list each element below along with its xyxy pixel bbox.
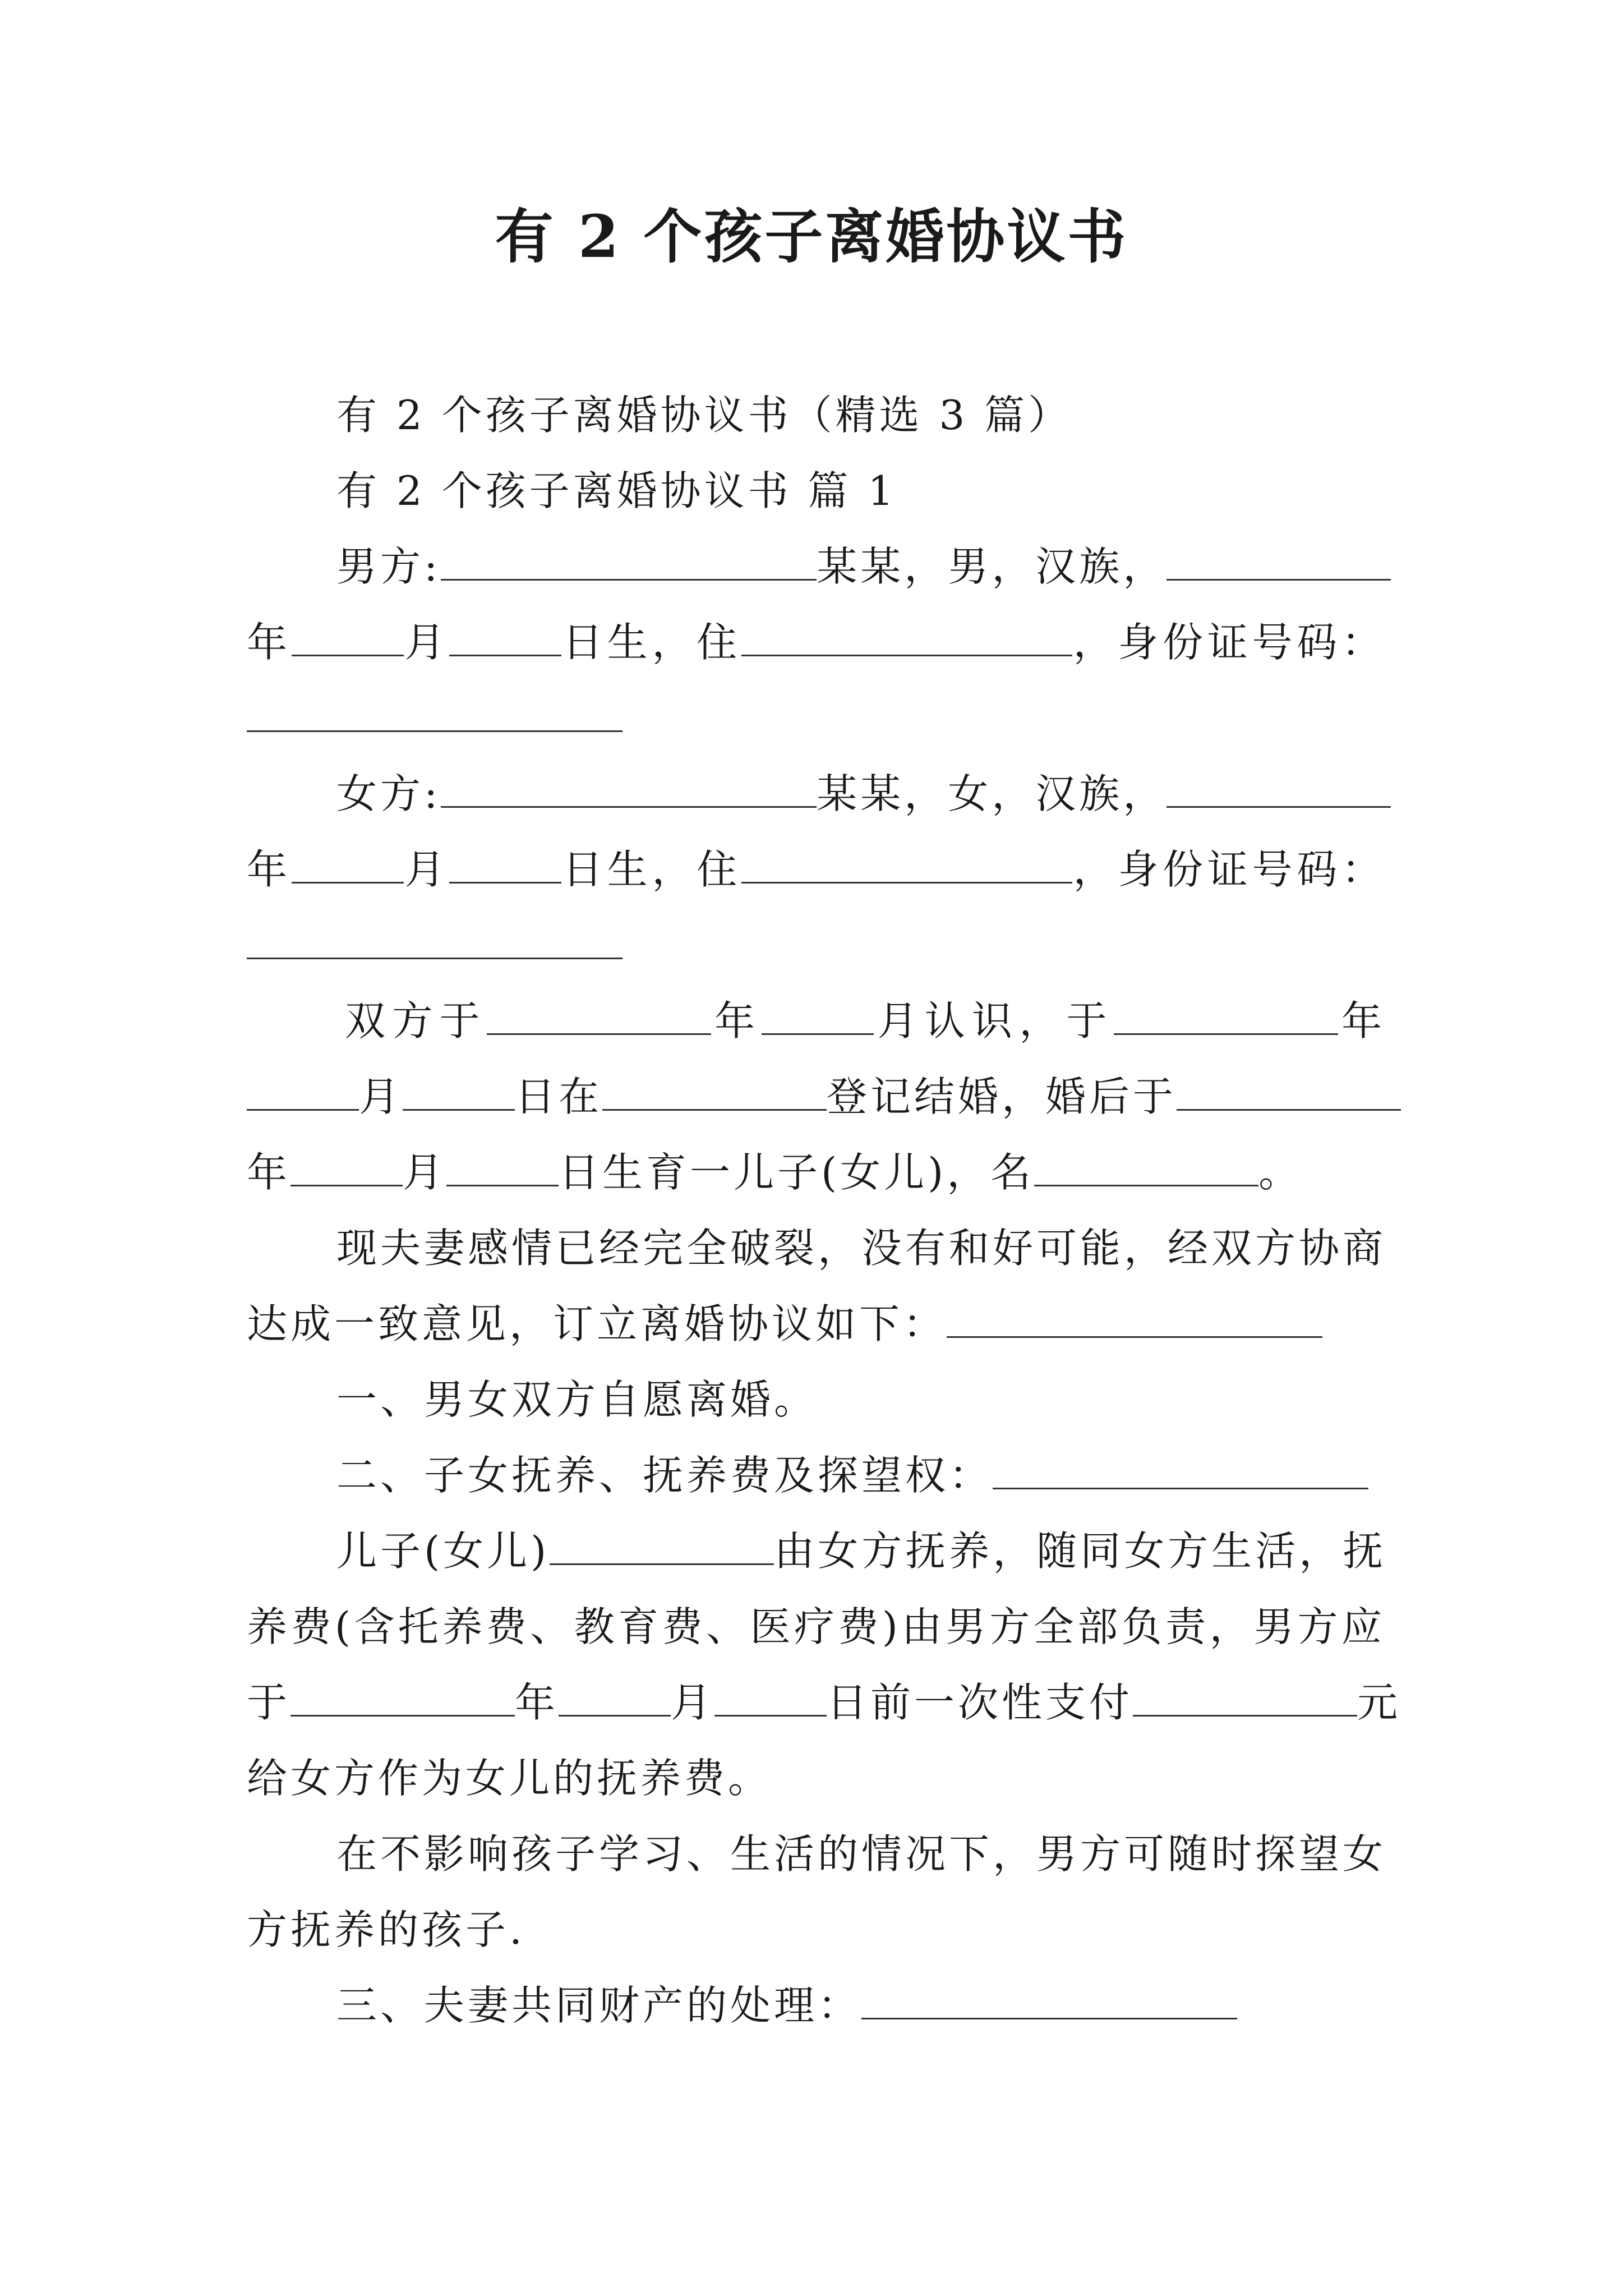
marriage-text-3d: 。 [1258, 1149, 1303, 1196]
marriage-text-1b: 年 [711, 997, 762, 1045]
item-1: 一、男女双方自愿离婚。 [336, 1376, 818, 1423]
custody-text-3a: 于 [247, 1679, 291, 1726]
male-id-blank [247, 696, 623, 732]
female-month: 月 [403, 846, 450, 893]
female-id-label: ，身份证号码： [1072, 846, 1385, 893]
male-month: 月 [403, 619, 450, 666]
female-month-blank [292, 847, 404, 884]
marriage-text-1a: 双方于 [345, 997, 487, 1045]
female-desc: 某某，女，汉族， [817, 770, 1167, 817]
male-label: 男方: [336, 543, 441, 590]
female-address-blank [741, 847, 1072, 884]
female-line-1 [336, 766, 1385, 822]
marriage-text-1c: 月认识，于 [874, 997, 1114, 1045]
breakdown-text-2: 达成一致意见，订立离婚协议如下： [247, 1300, 947, 1347]
female-day-blank [449, 847, 561, 884]
female-birth-year-blank [1166, 771, 1391, 808]
item-3: 三、夫妻共同财产的处理： [336, 1982, 862, 2029]
item-2-line [336, 1447, 1385, 1503]
item-3-blank [861, 1983, 1237, 2019]
custody-line-1 [336, 1523, 1385, 1579]
pay-month-blank [559, 1680, 671, 1717]
marriage-text-2b: 日在 [515, 1073, 603, 1120]
marriage-text-2c: 登记结婚，婚后于 [827, 1073, 1177, 1120]
agreement-blank [947, 1301, 1322, 1338]
custody-text-3b: 年 [515, 1679, 559, 1726]
custody-text-1b: 由女方抚养，随同女方生活，抚 [774, 1527, 1387, 1575]
female-id-blank [247, 923, 623, 959]
female-name-blank [441, 771, 817, 808]
child-blank [550, 1529, 774, 1565]
pay-year-blank [291, 1680, 515, 1717]
breakdown-line-2 [247, 1296, 1385, 1352]
wed-year-blank [1114, 999, 1338, 1035]
marriage-text-1d: 年 [1338, 997, 1385, 1045]
male-born-live: 日生，住 [561, 619, 741, 666]
female-year: 年 [247, 846, 292, 893]
male-line-3 [247, 690, 1385, 746]
female-line-3 [247, 917, 1385, 973]
marriage-text-3b: 月 [403, 1149, 447, 1196]
wed-month-blank [247, 1074, 359, 1111]
marriage-line-3 [247, 1144, 1385, 1200]
male-day-blank [449, 620, 561, 656]
male-birth-year-blank [1166, 544, 1391, 581]
male-year: 年 [247, 619, 292, 666]
male-id-label: ，身份证号码： [1072, 619, 1385, 666]
marriage-text-3a: 年 [247, 1149, 291, 1196]
custody-line-2: 养费(含托养费、教育费、医疗费)由男方全部负责，男方应 [247, 1603, 1385, 1650]
meet-month-blank [762, 999, 874, 1035]
marriage-line-1 [345, 993, 1385, 1049]
wed-day-blank [403, 1074, 515, 1111]
male-name-blank [441, 544, 817, 581]
custody-text-3e: 元 [1357, 1679, 1401, 1726]
custody-text-1a: 儿子(女儿) [336, 1527, 550, 1575]
male-line-2 [247, 614, 1385, 670]
male-desc: 某某，男，汉族， [817, 543, 1167, 590]
visit-line-2: 方抚养的孩子. [247, 1906, 525, 1953]
wed-place-blank [602, 1074, 827, 1111]
male-address-blank [741, 620, 1072, 656]
custody-text-3d: 日前一次性支付 [827, 1679, 1133, 1726]
pay-day-blank [714, 1680, 827, 1717]
female-label: 女方: [336, 770, 441, 817]
marriage-line-2 [247, 1069, 1385, 1125]
breakdown-line-1: 现夫妻感情已经完全破裂，没有和好可能，经双方协商 [336, 1225, 1387, 1272]
male-month-blank [292, 620, 404, 656]
female-line-2 [247, 841, 1385, 898]
heading-part: 有 2 个孩子离婚协议书 篇 1 [336, 467, 897, 514]
custody-line-4: 给女方作为女儿的抚养费。 [247, 1755, 772, 1802]
document-title: 有 2 个孩子离婚协议书 [495, 202, 1128, 271]
item-2-blank [993, 1453, 1368, 1489]
female-born-live: 日生，住 [561, 846, 741, 893]
custody-text-3c: 月 [671, 1679, 715, 1726]
child-name-blank [1034, 1150, 1258, 1186]
birth-day-blank [446, 1150, 559, 1186]
custody-line-3 [247, 1674, 1401, 1731]
heading-main: 有 2 个孩子离婚协议书（精选 3 篇） [336, 392, 1072, 439]
male-line-1 [336, 539, 1385, 595]
birth-month-blank [291, 1150, 403, 1186]
pay-amount-blank [1133, 1680, 1357, 1717]
marriage-text-2a: 月 [359, 1073, 403, 1120]
visit-line-1: 在不影响孩子学习、生活的情况下，男方可随时探望女 [336, 1830, 1387, 1878]
item-2: 二、子女抚养、抚养费及探望权： [336, 1452, 993, 1499]
meet-year-blank [487, 999, 711, 1035]
birth-year-blank [1177, 1074, 1401, 1111]
marriage-text-3c: 日生育一儿子(女儿)，名 [559, 1149, 1035, 1196]
item-3-line [336, 1977, 1385, 2033]
